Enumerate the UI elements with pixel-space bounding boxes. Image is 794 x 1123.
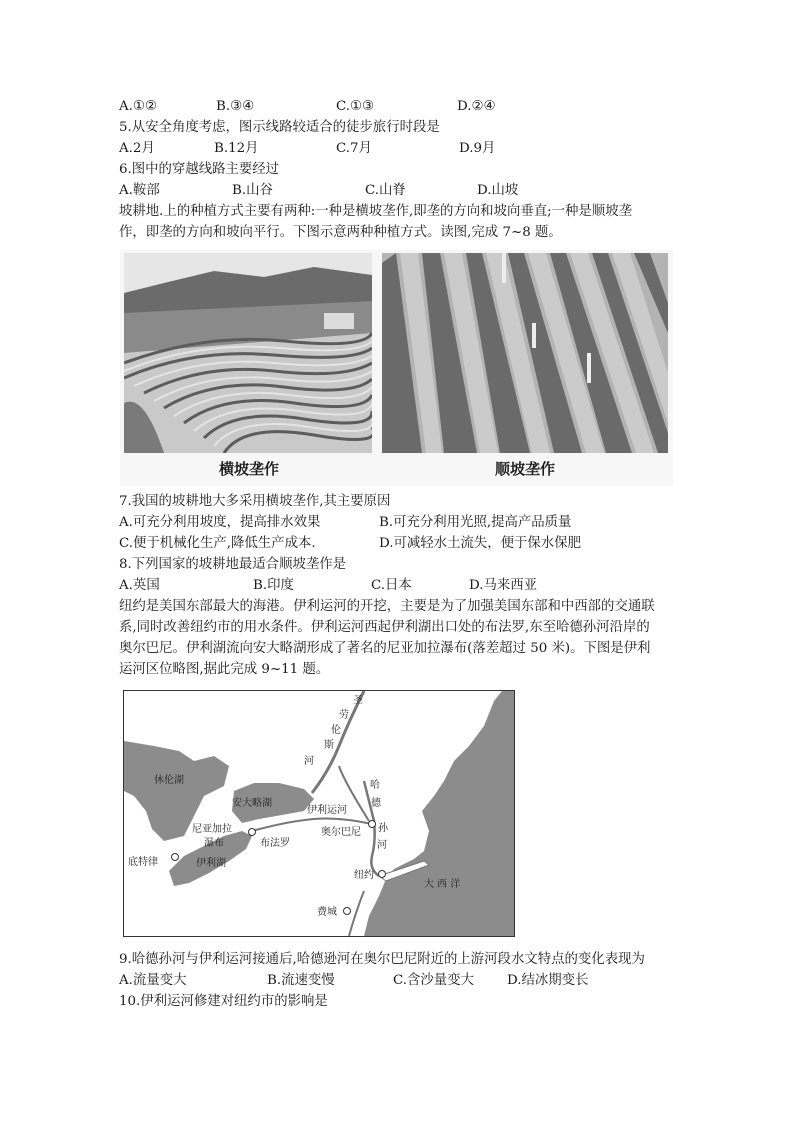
label-hudson-1: 哈 (370, 780, 380, 791)
q7-stem: 7.我国的坡耕地大多采用横坡垄作,其主要原因 (119, 494, 391, 509)
label-huron: 休伦湖 (154, 775, 184, 786)
intro-7-8-line1: 坡耕地.上的种植方式主要有两种:一种是横坡垄作,即垄的方向和坡向垂直;一种是顺坡垄 (119, 204, 632, 219)
q9-option-b: B.流速变慢 (267, 973, 335, 988)
q8-option-d: D.马来西亚 (469, 578, 538, 593)
label-albany: 奥尔巴尼 (321, 827, 361, 838)
q8-option-c: C.日本 (371, 578, 412, 593)
label-erie-canal: 伊利运河 (307, 805, 347, 816)
label-ontario: 安大略湖 (232, 798, 272, 809)
label-hudson-4: 河 (377, 840, 387, 851)
intro-9-11-line1: 纽约是美国东部最大的海港。伊利运河的开挖，主要是为了加强美国东部和中西部的交通联 (119, 599, 655, 614)
atlantic-ocean-shape (364, 691, 514, 936)
q7-option-c: C.便于机械化生产,降低生产成本. (119, 536, 316, 551)
contour-farming-photo (124, 253, 372, 453)
q7-option-b: B.可充分利用光照,提高产品质量 (379, 515, 572, 530)
label-niagara-1: 尼亚加拉 (192, 824, 232, 835)
q6-option-d: D.山坡 (477, 183, 519, 198)
buffalo-marker (249, 829, 256, 836)
downslope-farming-photo (382, 253, 668, 453)
q8-option-a: A.英国 (119, 578, 160, 593)
q4-option-a: A.①② (119, 99, 157, 114)
label-st-lawrence-2: 劳 (339, 710, 349, 721)
contour-farming-caption: 横坡垄作 (218, 460, 279, 478)
q7-option-a: A.可充分利用坡度，提高排水效果 (119, 515, 321, 530)
q8-stem: 8.下列国家的坡耕地最适合顺坡垄作是 (119, 557, 347, 572)
label-st-lawrence-5: 河 (304, 756, 314, 767)
q6-stem: 6.图中的穿越线路主要经过 (119, 162, 280, 177)
albany-marker (369, 821, 376, 828)
q4-option-c: C.①③ (336, 99, 375, 114)
label-new-york: 纽约 (354, 870, 374, 881)
delaware-river (349, 891, 364, 936)
q6-option-c: C.山脊 (365, 183, 406, 198)
label-erie-lake: 伊利湖 (196, 858, 226, 869)
farming-photos-figure (120, 250, 673, 486)
st-lawrence-river (312, 691, 364, 793)
q5-option-d: D.9月 (459, 141, 496, 156)
q5-option-c: C.7月 (336, 141, 372, 156)
new-york-marker (379, 871, 386, 878)
label-buffalo: 布法罗 (260, 838, 290, 849)
q9-option-c: C.含沙量变大 (393, 973, 474, 988)
downslope-farming-caption: 顺坡垄作 (494, 460, 555, 478)
hudson-river (364, 781, 379, 876)
q9-option-a: A.流量变大 (119, 973, 187, 988)
label-philadelphia: 费城 (317, 907, 337, 918)
label-detroit: 底特律 (128, 857, 158, 868)
label-st-lawrence-1: 圣 (353, 695, 363, 706)
q4-option-b: B.③④ (216, 99, 255, 114)
philadelphia-marker (344, 908, 351, 915)
q5-stem: 5.从安全角度考虑，图示线路较适合的徒步旅行时段是 (119, 120, 440, 135)
q6-option-b: B.山谷 (232, 183, 273, 198)
intro-9-11-line3: 奥尔巴尼。伊利湖流向安大略湖形成了著名的尼亚加拉瀑布(落差超过 50 米)。下图是伊利 (119, 641, 651, 656)
q9-stem: 9.哈德孙河与伊利运河接通后,哈德逊河在奥尔巴尼附近的上游河段水文特点的变化表现为 (119, 952, 645, 967)
erie-canal-location-map (123, 690, 515, 937)
label-hudson-2: 德 (371, 798, 381, 809)
q10-stem: 10.伊利运河修建对纽约市的影响是 (119, 994, 328, 1009)
q6-option-a: A.鞍部 (119, 183, 160, 198)
label-hudson-3: 孙 (378, 823, 388, 834)
label-st-lawrence-3: 伦 (331, 725, 341, 736)
q9-option-d: D.结冰期变长 (507, 973, 589, 988)
q8-option-b: B.印度 (253, 578, 294, 593)
q5-option-b: B.12月 (214, 141, 259, 156)
q4-option-d: D.②④ (457, 99, 496, 114)
intro-7-8-line2: 作，即垄的方向和坡向平行。下图示意两种种植方式。读图,完成 7~8 题。 (119, 225, 562, 240)
intro-9-11-line2: 系,同时改善纽约市的用水条件。伊利运河西起伊利湖出口处的布法罗,东至哈德孙河沿岸的 (119, 620, 650, 635)
label-atlantic: 大 西 洋 (424, 879, 461, 890)
q7-option-d: D.可减轻水土流失，便于保水保肥 (379, 536, 581, 551)
detroit-marker (172, 854, 179, 861)
label-niagara-2: 瀑布 (204, 838, 224, 849)
label-st-lawrence-4: 斯 (324, 740, 334, 751)
q5-option-a: A.2月 (119, 141, 155, 156)
intro-9-11-line4: 运河区位略图,据此完成 9~11 题。 (119, 662, 330, 677)
